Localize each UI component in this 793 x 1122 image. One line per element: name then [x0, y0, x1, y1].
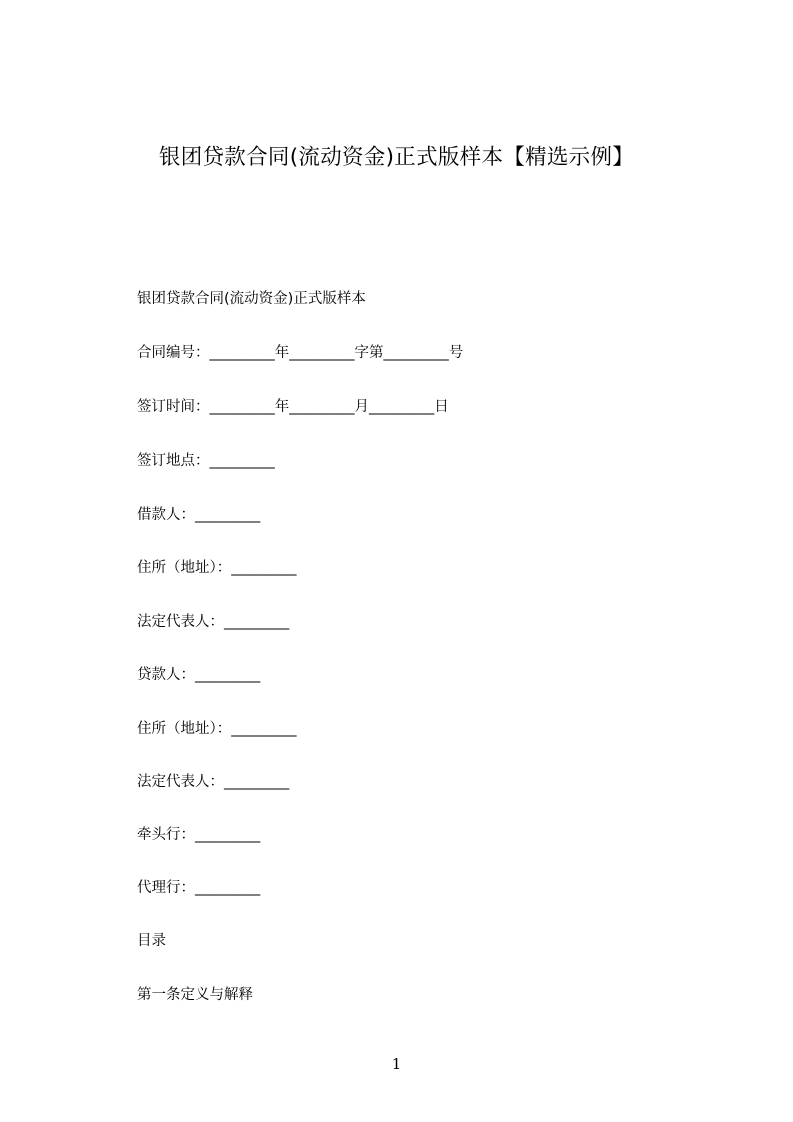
borrower-legal-rep-line: 法定代表人：_________ — [137, 614, 290, 630]
lender-address-line: 住所（地址）：_________ — [137, 721, 297, 737]
lender-legal-rep-line: 法定代表人：_________ — [137, 774, 290, 790]
agent-bank-line: 代理行：_________ — [137, 880, 261, 896]
table-of-contents-heading: 目录 — [137, 933, 166, 949]
lead-bank-line: 牵头行：_________ — [137, 827, 261, 843]
document-title: 银团贷款合同(流动资金)正式版样本【精选示例】 — [158, 145, 635, 170]
article-1-heading: 第一条定义与解释 — [137, 987, 253, 1003]
borrower-line: 借款人：_________ — [137, 507, 261, 523]
lender-line: 贷款人：_________ — [137, 667, 261, 683]
sign-place-line: 签订地点：_________ — [137, 453, 275, 469]
page-number: 1 — [391, 1055, 402, 1073]
contract-number-line: 合同编号：_________年_________字第_________号 — [137, 345, 464, 361]
sign-time-line: 签订时间：_________年_________月_________日 — [137, 399, 449, 415]
document-subtitle: 银团贷款合同(流动资金)正式版样本 — [137, 291, 366, 307]
borrower-address-line: 住所（地址）：_________ — [137, 560, 297, 576]
